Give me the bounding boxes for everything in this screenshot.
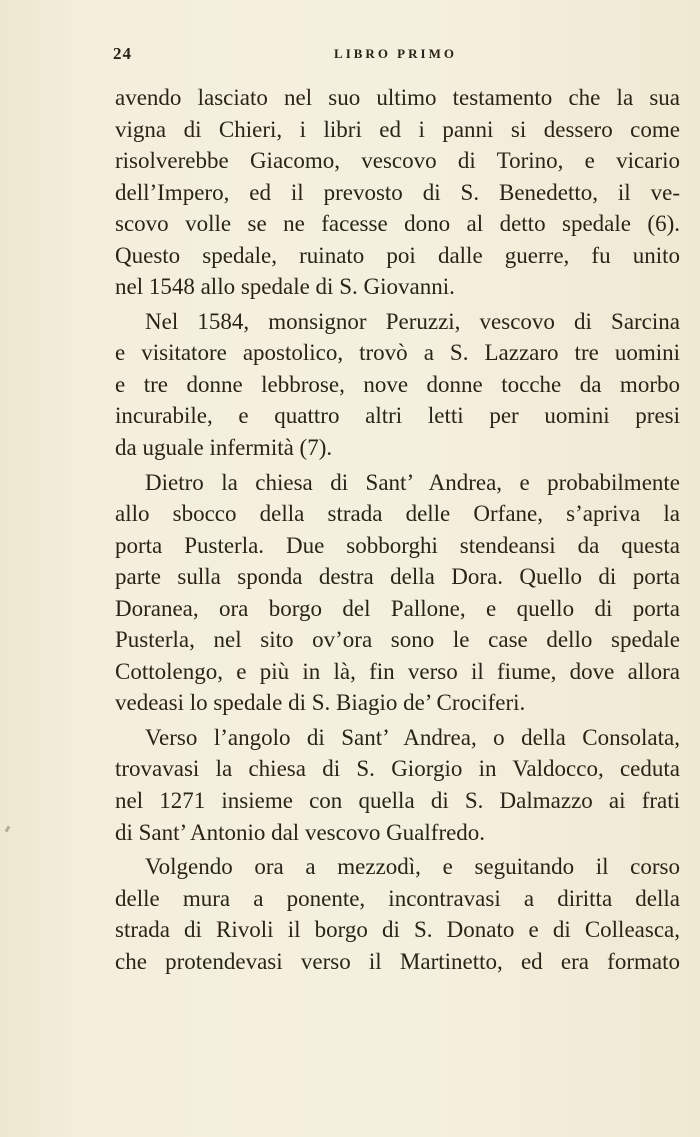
text-line: dell’Impero, ed il prevosto di S. Benedetto, il ve- <box>115 179 680 205</box>
body-text <box>115 82 680 977</box>
text-line: incurabile, e quattro altri letti per uomini presi <box>115 403 680 429</box>
text-line: allo sbocco della strada delle Orfane, s’apriva la <box>115 501 680 527</box>
text-line: parte sulla sponda destra della Dora. Quello di porta <box>115 564 680 590</box>
text-line: Dietro la chiesa di Sant’ Andrea, e probabilmente <box>145 469 680 495</box>
text-line: delle mura a ponente, incontravasi a diritta della <box>115 885 680 911</box>
text-line: di Sant’ Antonio dal vescovo Gualfredo. <box>115 819 486 845</box>
text-line: vigna di Chieri, i libri ed i panni si dessero come <box>115 116 680 142</box>
running-head <box>113 44 678 66</box>
paper-speck <box>5 826 11 833</box>
text-line: avendo lasciato nel suo ultimo testamento che la sua <box>115 85 680 110</box>
text-line: Verso l’angolo di Sant’ Andrea, o della Consolata, <box>145 724 680 750</box>
running-title: LIBRO PRIMO <box>334 46 457 61</box>
text-line: e visitatore apostolico, trovò a S. Lazzaro tre uomini <box>115 340 680 366</box>
text-line: e tre donne lebbrose, nove donne tocche da morbo <box>115 371 680 397</box>
text-line: nel 1271 insieme con quella di S. Dalmazzo ai frati <box>115 788 680 814</box>
page-number: 24 <box>113 44 132 63</box>
text-line: risolverebbe Giacomo, vescovo di Torino, e vicario <box>115 148 680 174</box>
text-line: trovavasi la chiesa di S. Giorgio in Valdocco, ceduta <box>115 756 680 782</box>
text-line: porta Pusterla. Due sobborghi stendeansi da questa <box>115 532 680 558</box>
text-line: Questo spedale, ruinato poi dalle guerre, fu unito <box>115 242 680 268</box>
text-line: Doranea, ora borgo del Pallone, e quello di porta <box>115 595 680 621</box>
text-line: vedeasi lo spedale di S. Biagio de’ Crociferi. <box>115 690 526 716</box>
text-line: strada di Rivoli il borgo di S. Donato e di Colleasca, <box>115 917 680 943</box>
text-line: da uguale infermità (7). <box>115 435 333 461</box>
text-line: nel 1548 allo spedale di S. Giovanni. <box>115 274 455 300</box>
text-line: Pusterla, nel sito ov’ora sono le case dello spedale <box>115 627 680 653</box>
text-line: Cottolengo, e più in là, fin verso il fiume, dove allora <box>115 658 680 684</box>
text-line: Nel 1584, monsignor Peruzzi, vescovo di Sarcina <box>145 308 680 334</box>
text-line: Volgendo ora a mezzodì, e seguitando il corso <box>145 854 680 880</box>
text-line: che protendevasi verso il Martinetto, ed era formato <box>115 948 680 974</box>
text-line: scovo volle se ne facesse dono al detto spedale (6). <box>115 211 680 237</box>
